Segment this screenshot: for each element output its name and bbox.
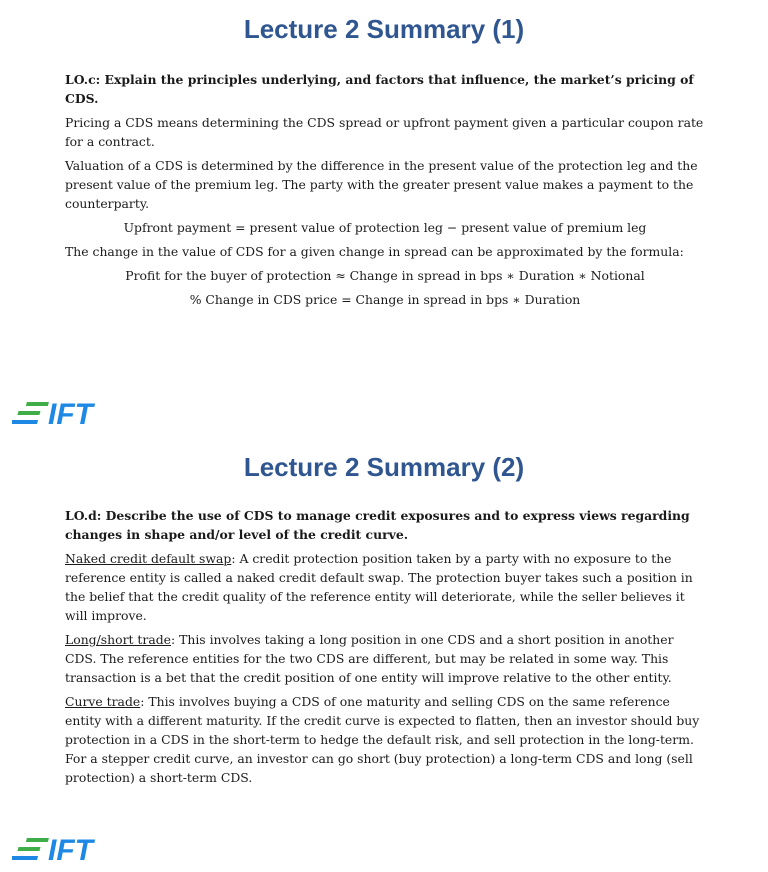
- term-naked-cds: Naked credit default swap: [65, 551, 232, 566]
- paragraph-pricing: Pricing a CDS means determining the CDS spread or upfront payment given a particular coupon rate for a contract.: [65, 115, 704, 149]
- term-long-short-trade: Long/short trade: [65, 632, 171, 647]
- slide-content: [65, 70, 705, 314]
- learning-objective-heading: LO.c: Explain the principles underlying, and factors that influence, the market’s pricing of CDS.: [65, 72, 694, 106]
- slide-2: [0, 436, 768, 872]
- formula-price-change: % Change in CDS price = Change in spread in bps ∗ Duration: [189, 292, 581, 307]
- text-curve-trade: : This involves buying a CDS of one maturity and selling CDS on the same reference entity with a different maturity. If the credit curve is expected to flatten, then an investor should buy protection in a CDS in the short-term to hedge the default risk, and sell protection in the long-term. For a stepper credit curve, an investor can go short (buy protection) a long-term CDS and long (sell protection) a short-term CDS.: [65, 694, 700, 785]
- paragraph-curve-trade: [65, 692, 705, 787]
- paragraph-change-in-value: The change in the value of CDS for a given change in spread can be approximated by the formula:: [65, 244, 684, 259]
- learning-objective-heading: LO.d: Describe the use of CDS to manage credit exposures and to express views regarding changes in shape and/or level of the credit curve.: [65, 508, 690, 542]
- text-naked-cds: : A credit protection position taken by a party with no exposure to the reference entity is called a naked credit default swap. The protection buyer takes such a position in the belief that the credit quality of the reference entity will deteriorate, while the seller believes it will improve.: [65, 551, 693, 623]
- term-curve-trade: Curve trade: [65, 694, 141, 709]
- paragraph-naked-cds: [65, 549, 705, 625]
- formula-profit: Profit for the buyer of protection ≈ Change in spread in bps ∗ Duration ∗ Notional: [125, 268, 645, 283]
- paragraph-valuation: Valuation of a CDS is determined by the difference in the present value of the protection leg and the present value of the premium leg. The party with the greater present value makes a payment to the counterparty.: [65, 158, 698, 211]
- slide-title: Lecture 2 Summary (2): [243, 452, 525, 482]
- ift-logo-icon: [12, 834, 114, 864]
- slide-content: [65, 506, 705, 792]
- paragraph-long-short-trade: [65, 630, 705, 687]
- svg-text:IFT: IFT: [48, 834, 93, 864]
- svg-text:IFT: IFT: [48, 398, 93, 428]
- ift-logo-icon: [12, 398, 114, 428]
- text-long-short-trade: : This involves taking a long position in one CDS and a short position in another CDS. The reference entities for the two CDS are different, but may be related in some way. This transaction is a bet that the credit position of one entity will improve relative to the other entity.: [65, 632, 674, 685]
- slide-title: Lecture 2 Summary (1): [243, 14, 525, 44]
- formula-upfront-payment: Upfront payment = present value of protection leg − present value of premium leg: [123, 220, 647, 235]
